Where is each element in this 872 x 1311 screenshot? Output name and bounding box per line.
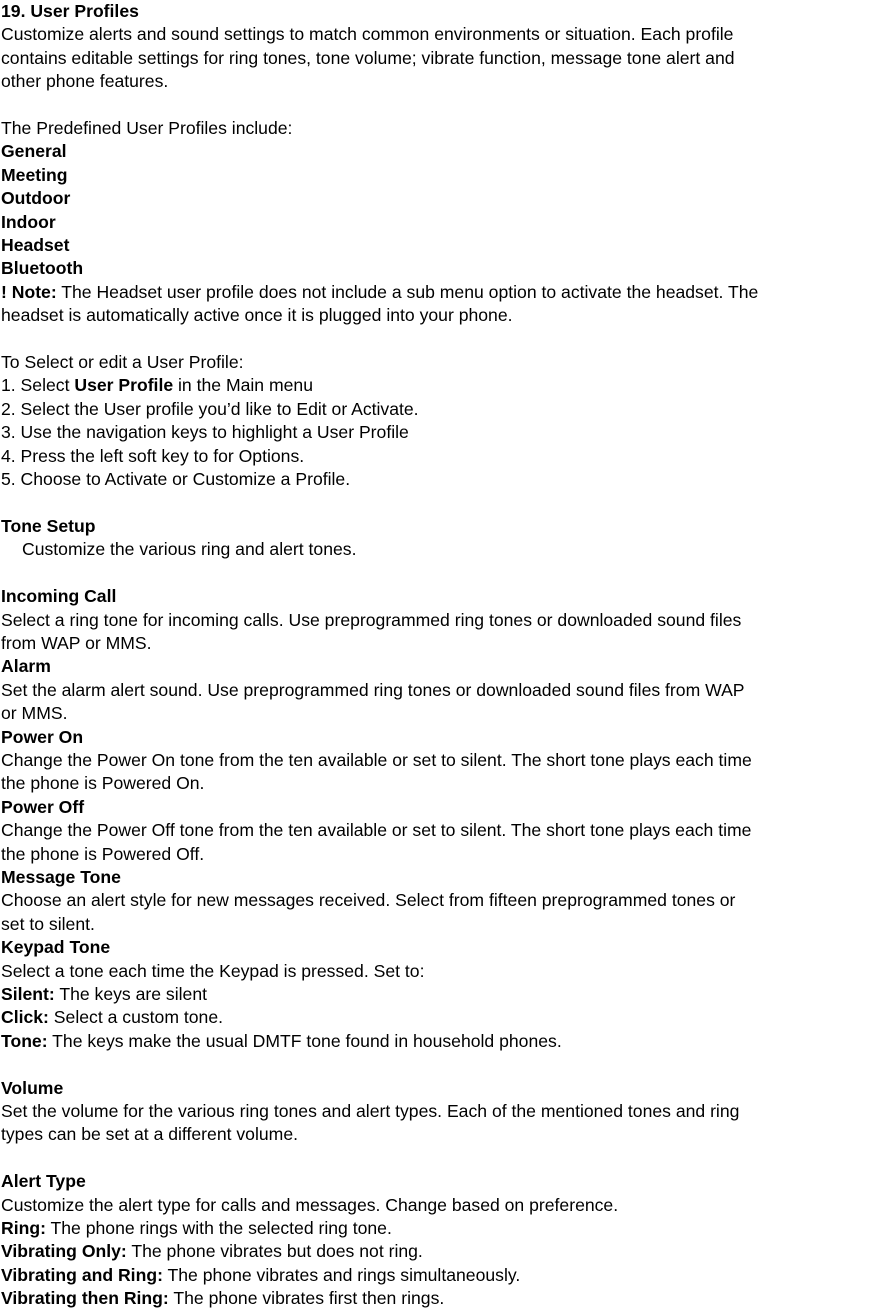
keypad-title: Keypad Tone — [1, 937, 111, 958]
keypad-option: Click: Select a custom tone. — [1, 1007, 223, 1028]
step-item: 4. Press the left soft key to for Options. — [1, 445, 305, 466]
tone-item-text: the phone is Powered Off. — [1, 843, 205, 864]
step-item: 1. Select User Profile in the Main menu — [1, 375, 313, 396]
alert-type-text: Customize the alert type for calls and messages. Change based on preference. — [1, 1194, 619, 1215]
volume-text: types can be set at a different volume. — [1, 1124, 298, 1145]
tone-item-title: Power Off — [1, 796, 85, 817]
profile-item: Bluetooth — [1, 258, 84, 279]
tone-item-text: Set the alarm alert sound. Use preprogrammed ring tones or downloaded sound files from WAP — [1, 679, 745, 700]
tone-item-text: Choose an alert style for new messages received. Select from fifteen preprogrammed tones or — [1, 890, 736, 911]
alert-option: Ring: The phone rings with the selected ring tone. — [1, 1218, 392, 1239]
alert-option: Vibrating then Ring: The phone vibrates first then rings. — [1, 1288, 445, 1309]
intro-line: contains editable settings for ring tones, tone volume; vibrate function, message tone alert and — [1, 47, 735, 68]
tone-item-title: Incoming Call — [1, 586, 117, 607]
section-heading: 19. User Profiles — [1, 1, 139, 21]
keypad-option: Silent: The keys are silent — [1, 984, 207, 1004]
profile-item: Outdoor — [1, 188, 71, 209]
intro-line: other phone features. — [1, 71, 169, 92]
alert-option: Vibrating Only: The phone vibrates but does not ring. — [1, 1241, 423, 1262]
step-item: 2. Select the User profile you’d like to Edit or Activate. — [1, 398, 419, 419]
profile-item: Meeting — [1, 164, 68, 185]
profile-item: Indoor — [1, 211, 56, 232]
tone-item-text: the phone is Powered On. — [1, 773, 205, 794]
tone-setup-heading: Tone Setup — [1, 515, 96, 536]
tone-setup-text: Customize the various ring and alert tones. — [22, 539, 357, 560]
note-line: ! Note: The Headset user profile does not include a sub menu option to activate the headset. The — [1, 281, 759, 302]
volume-heading: Volume — [1, 1077, 64, 1098]
tone-item-text: from WAP or MMS. — [1, 632, 152, 653]
keypad-option: Tone: The keys make the usual DMTF tone found in household phones. — [1, 1030, 562, 1051]
alert-type-heading: Alert Type — [1, 1171, 86, 1192]
tone-item-text: Change the Power Off tone from the ten available or set to silent. The short tone plays each time — [1, 820, 752, 841]
profile-item: General — [1, 141, 67, 162]
volume-text: Set the volume for the various ring tones and alert types. Each of the mentioned tones and ring — [1, 1101, 740, 1122]
note-line: headset is automatically active once it is plugged into your phone. — [1, 305, 513, 326]
tone-item-title: Power On — [1, 726, 84, 747]
profile-item: Headset — [1, 235, 70, 256]
tone-item-text: or MMS. — [1, 703, 68, 724]
steps-intro: To Select or edit a User Profile: — [1, 352, 244, 373]
alert-option: Vibrating and Ring: The phone vibrates and rings simultaneously. — [1, 1264, 521, 1285]
step-item: 5. Choose to Activate or Customize a Profile. — [1, 469, 351, 490]
tone-item-title: Message Tone — [1, 866, 121, 887]
tone-item-text: Select a ring tone for incoming calls. Use preprogrammed ring tones or downloaded sound files — [1, 609, 742, 630]
tone-item-title: Alarm — [1, 656, 51, 677]
predefined-intro: The Predefined User Profiles include: — [1, 118, 293, 139]
intro-line: Customize alerts and sound settings to match common environments or situation. Each profile — [1, 24, 734, 45]
step-item: 3. Use the navigation keys to highlight a User Profile — [1, 422, 409, 443]
tone-item-text: set to silent. — [1, 913, 95, 934]
keypad-text: Select a tone each time the Keypad is pressed. Set to: — [1, 960, 425, 981]
tone-item-text: Change the Power On tone from the ten available or set to silent. The short tone plays each time — [1, 749, 752, 770]
